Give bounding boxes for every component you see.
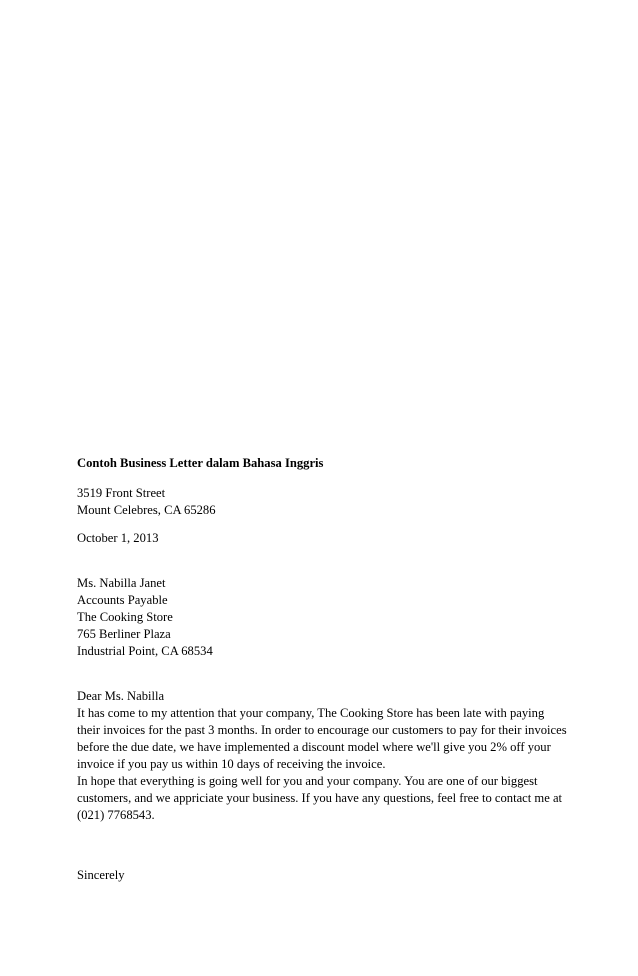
body-line: their invoices for the past 3 months. In order to encourage our customers to pay for their invoices [77,723,567,737]
letter-content [77,455,577,884]
sender-address-line: Mount Celebres, CA 65286 [77,503,216,517]
letter-body [77,705,577,824]
letter-date: October 1, 2013 [77,531,159,545]
letter-title: Contoh Business Letter dalam Bahasa Inggris [77,456,324,470]
recipient-address [77,575,577,660]
recipient-line: 765 Berliner Plaza [77,627,171,641]
body-line: invoice if you pay us within 10 days of receiving the invoice. [77,757,386,771]
body-line: In hope that everything is going well for you and your company. You are one of our biggest [77,774,538,788]
sender-address-line: 3519 Front Street [77,486,166,500]
closing: Sincerely [77,868,125,882]
body-line: (021) 7768543. [77,808,155,822]
recipient-line: The Cooking Store [77,610,173,624]
recipient-line: Industrial Point, CA 68534 [77,644,213,658]
recipient-line: Ms. Nabilla Janet [77,576,166,590]
sender-address [77,485,577,519]
body-line: It has come to my attention that your company, The Cooking Store has been late with paying [77,706,545,720]
salutation: Dear Ms. Nabilla [77,689,165,703]
recipient-line: Accounts Payable [77,593,168,607]
body-line: before the due date, we have implemented a discount model where we'll give you 2% off your [77,740,551,754]
body-line: customers, and we appriciate your business. If you have any questions, feel free to contact me at [77,791,563,805]
